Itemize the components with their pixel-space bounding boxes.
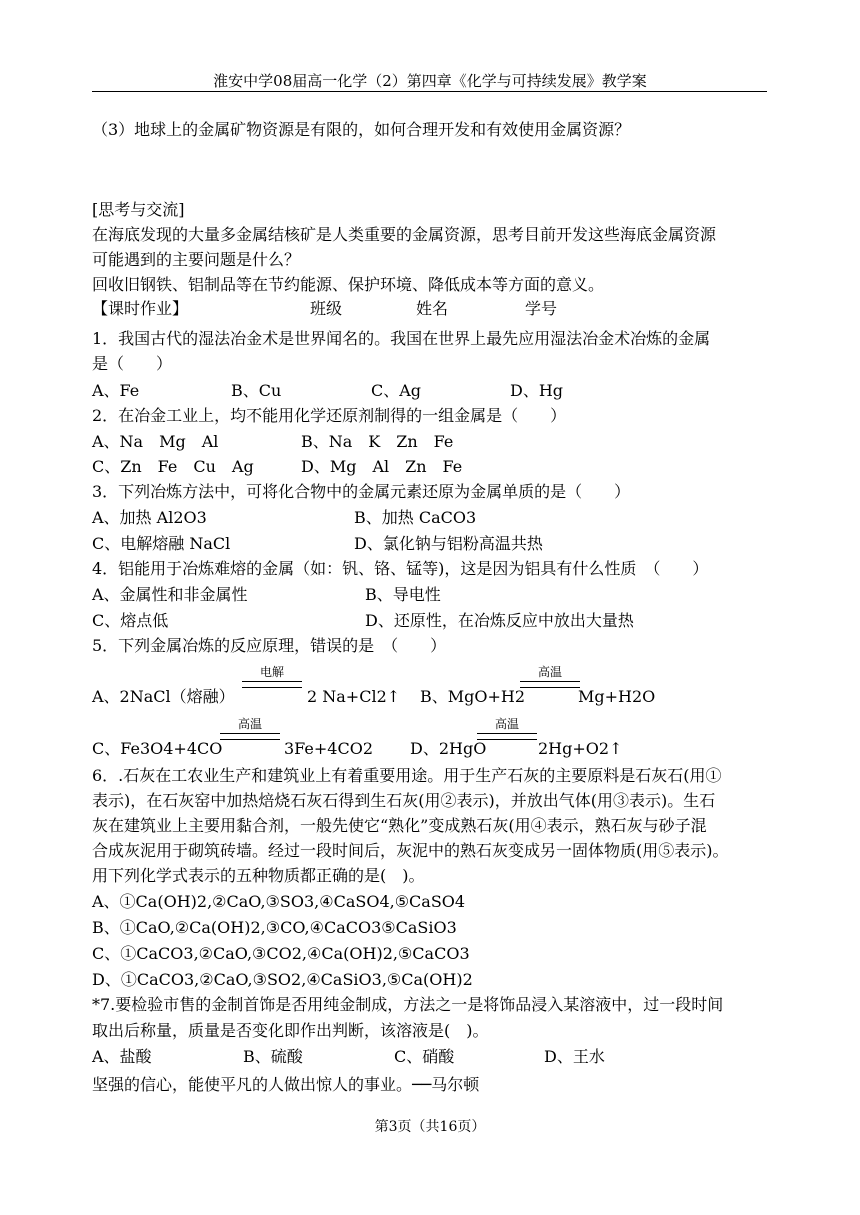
q4-stem: 4．铝能用于冶炼难熔的金属（如：钒、铬、锰等)，这是因为铝具有什么性质 （ ） (92, 559, 709, 578)
q1-option-b: B、Cu (231, 381, 282, 400)
q5-option-a-equals (242, 665, 302, 688)
q2-stem: 2．在冶金工业上，均不能用化学还原剂制得的一组金属是（ ） (92, 406, 567, 425)
q1-stem-1: 1．我国古代的湿法冶金术是世界闻名的。我国在世界上最先应用湿法冶金术冶炼的金属 (92, 329, 711, 348)
q6-stem-3: 灰在建筑业上主要用黏合剂，一般先使它“熟化”变成熟石灰(用④表示，熟石灰与砂子混 (92, 816, 707, 835)
double-line-arrow (520, 681, 580, 688)
q3-option-c: C、电解熔融 NaCl (92, 534, 231, 553)
q5-option-b-products: Mg+H2O (578, 687, 656, 706)
q1-option-d: D、Hg (510, 381, 564, 400)
q1-option-c: C、Ag (371, 381, 422, 400)
class-label: 班级 (310, 299, 343, 318)
q5-option-c-condition: 高温 (237, 717, 262, 731)
q3-option-a: A、加热 Al2O3 (92, 508, 207, 527)
q4-option-b: B、导电性 (365, 585, 441, 604)
q5-option-b-condition: 高温 (537, 665, 562, 679)
q7-stem-1: *7.要检验市售的金制首饰是否用纯金制成，方法之一是将饰品浸入某溶液中，过一段时间 (92, 995, 724, 1014)
q1-option-a: A、Fe (92, 381, 140, 400)
q3-option-d: D、氯化钠与铝粉高温共热 (354, 534, 543, 553)
q5-option-b-reactants: B、MgO+H2 (420, 687, 526, 706)
q5-option-a-products: 2 Na+Cl2↑ (307, 687, 401, 706)
name-label: 姓名 (416, 299, 449, 318)
student-id-label: 学号 (525, 299, 558, 318)
think-title: [思考与交流] (92, 200, 185, 219)
header-rule (92, 91, 767, 92)
double-line-arrow (220, 733, 280, 740)
q5-option-c-reactants: C、Fe3O4+4CO (92, 739, 223, 758)
q5-option-b-equals (520, 665, 580, 688)
q6-stem-1: 6．.石灰在工农业生产和建筑业上有着重要用途。用于生产石灰的主要原料是石灰石(用① (92, 766, 722, 785)
q2-option-b: B、Na K Zn Fe (301, 432, 454, 451)
think-line-3: 回收旧钢铁、铝制品等在节约能源、保护环境、降低成本等方面的意义。 (92, 275, 605, 294)
page-number: 第3页（共16页） (374, 1119, 486, 1135)
think-line-1: 在海底发现的大量多金属结核矿是人类重要的金属资源，思考目前开发这些海底金属资源 (92, 225, 717, 244)
double-line-arrow (242, 681, 302, 688)
q3-option-b: B、加热 CaCO3 (354, 508, 477, 527)
q5-option-d-equals (477, 717, 537, 740)
double-line-arrow (477, 733, 537, 740)
think-line-2: 可能遇到的主要问题是什么？ (92, 250, 301, 269)
q4-option-a: A、金属性和非金属性 (92, 585, 248, 604)
q5-option-d-products: 2Hg+O2↑ (538, 739, 623, 758)
q5-options-row1 (92, 665, 772, 708)
q6-stem-5: 用下列化学式表示的五种物质都正确的是( )。 (92, 866, 425, 885)
q2-option-c: C、Zn Fe Cu Ag (92, 457, 254, 476)
q6-option-d: D、①CaCO3,②CaO,③SO2,④CaSiO3,⑤Ca(OH)2 (92, 970, 473, 989)
q7-stem-2: 取出后称量，质量是否变化即作出判断，该溶液是( )。 (92, 1021, 489, 1040)
q6-stem-2: 表示)，在石灰窑中加热焙烧石灰石得到生石灰(用②表示)，并放出气体(用③表示)。生石 (92, 791, 716, 810)
q3-stem: 3．下列冶炼方法中，可将化合物中的金属元素还原为金属单质的是（ ） (92, 482, 631, 501)
page-header: 淮安中学08届高一化学（2）第四章《化学与可持续发展》教学案 (213, 72, 647, 90)
q6-option-c: C、①CaCO3,②CaO,③CO2,④Ca(OH)2,⑤CaCO3 (92, 944, 470, 963)
q5-option-c-equals (220, 717, 280, 740)
q1-stem-2: 是（ ） (92, 354, 173, 373)
q7-option-c: C、硝酸 (394, 1047, 455, 1066)
q6-stem-4: 合成灰泥用于砌筑砖墙。经过一段时间后，灰泥中的熟石灰变成另一固体物质(用⑤表示)。 (92, 841, 729, 860)
q4-option-c: C、熔点低 (92, 611, 169, 630)
q5-option-d-condition: 高温 (494, 717, 519, 731)
q7-option-b: B、硫酸 (243, 1047, 303, 1066)
q5-option-c-products: 3Fe+4CO2 (284, 739, 373, 758)
q5-option-d-reactants: D、2HgO (410, 739, 487, 758)
q5-option-a-reactants: A、2NaCl（熔融） (92, 687, 235, 706)
q5-stem: 5．下列金属冶炼的反应原理，错误的是 （ ） (92, 636, 447, 655)
homework-title: 【课时作业】 (92, 299, 189, 318)
q4-option-d: D、还原性，在冶炼反应中放出大量热 (365, 611, 634, 630)
q5-options-row2 (92, 717, 772, 760)
q6-option-b: B、①CaO,②Ca(OH)2,③CO,④CaCO3⑤CaSiO3 (92, 918, 457, 937)
q7-option-d: D、王水 (544, 1047, 605, 1066)
q7-option-a: A、盐酸 (92, 1047, 152, 1066)
motivational-quote: 坚强的信心，能使平凡的人做出惊人的事业。──马尔顿 (92, 1075, 480, 1094)
q5-option-a-condition: 电解 (259, 665, 284, 679)
q2-option-a: A、Na Mg Al (92, 432, 219, 451)
q6-option-a: A、①Ca(OH)2,②CaO,③SO3,④CaSO4,⑤CaSO4 (92, 892, 466, 911)
question-3-intro: （3）地球上的金属矿物资源是有限的，如何合理开发和有效使用金属资源？ (92, 120, 631, 139)
q2-option-d: D、Mg Al Zn Fe (301, 457, 463, 476)
